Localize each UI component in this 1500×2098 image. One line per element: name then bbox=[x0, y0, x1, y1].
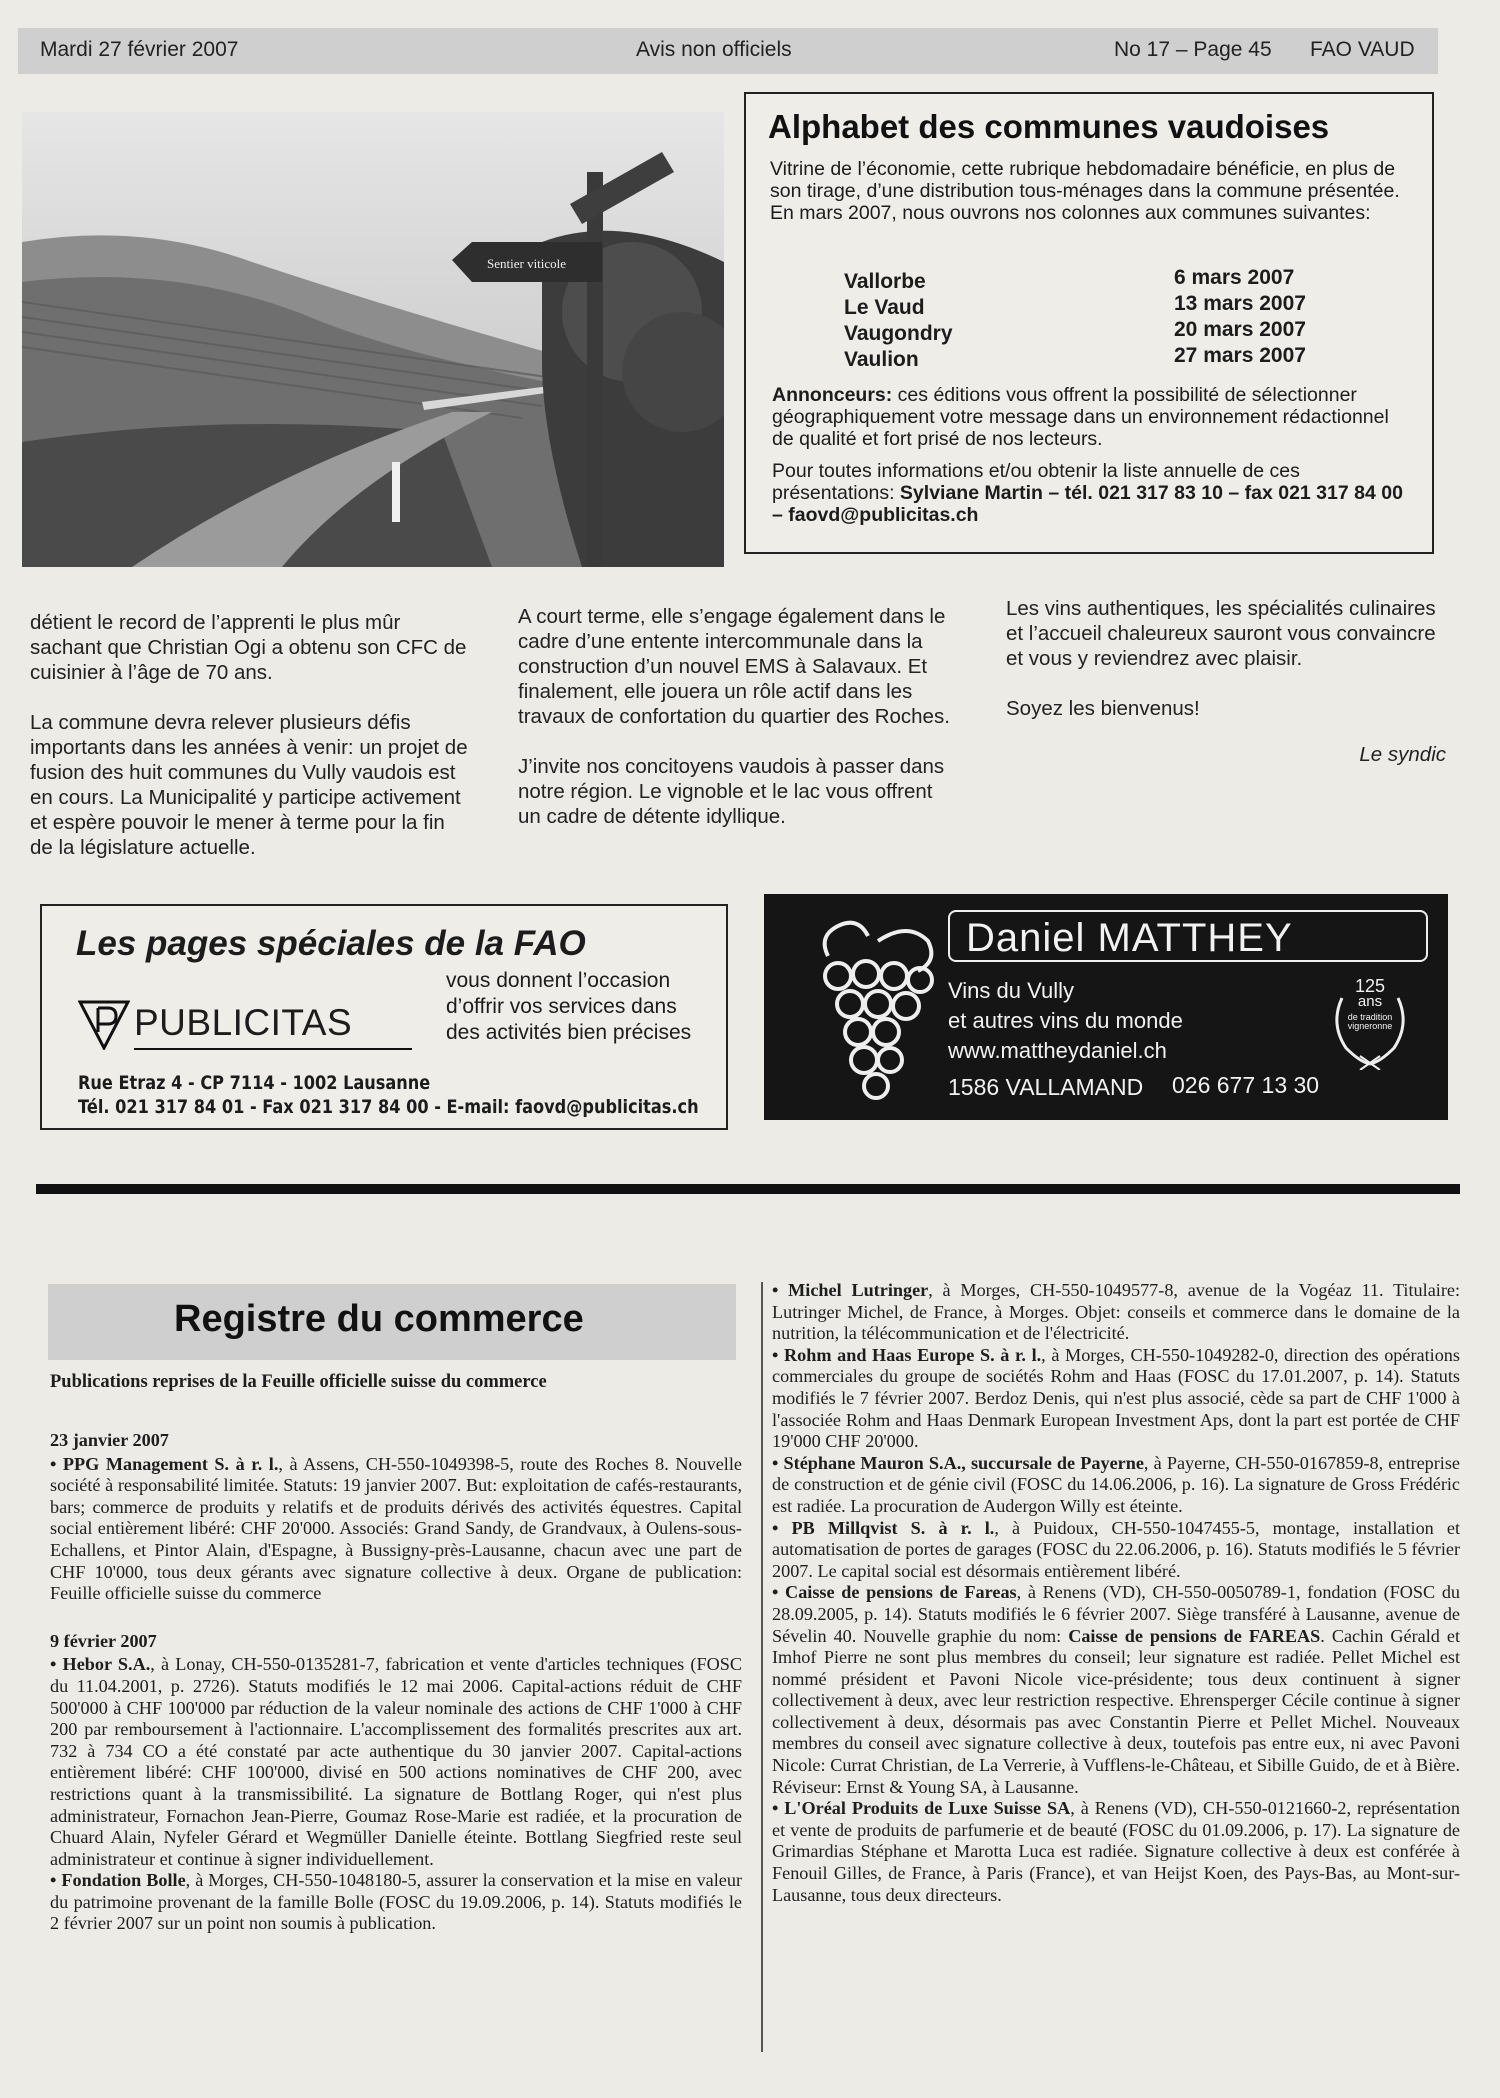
entry-name: • L'Oréal Produits de Luxe Suisse SA bbox=[772, 1798, 1071, 1819]
entry-text: , à Renens (VD), CH-550-0121660-2, représentation et vente de produits de parfumerie et de beauté (FOSC du 01.09.2006, p. 17). La signature de Grimardias Stéphane et Marotta Luca est radiée. Signature collective à deux est conférée à Fenouil Gilles, de France, à Paris (France), et van Heijst Koen, des Pays-Bas, au Mont-sur-Lausanne, tous deux directeurs. bbox=[772, 1798, 1460, 1905]
advertisers-label: Annonceurs: bbox=[772, 384, 893, 406]
vineyard-photo bbox=[22, 112, 724, 567]
article-column-3 bbox=[1006, 596, 1446, 792]
advertisers-paragraph bbox=[772, 384, 1412, 450]
fao-ad-address: Rue Etraz 4 - CP 7114 - 1002 Lausanne bbox=[78, 1072, 431, 1094]
matthey-wine-ad bbox=[764, 894, 1448, 1120]
entry-bold: Caisse de pensions de FAREAS bbox=[1068, 1625, 1321, 1646]
publicitas-logo-icon bbox=[78, 998, 130, 1050]
matthey-name: Daniel MATTHEY bbox=[966, 916, 1293, 960]
entry-text: , à Assens, CH-550-1049398-5, route des Roches 8. Nouvelle société à responsabilité limitée. Statuts: 19 janvier 2007. But: exploitation de cafés-restaurants, bars; commerce de produits y relatifs et de produits dérivés des activités équestres. Capital social entièrement libéré: CHF 20'000. Associés: Grand Sandy, de Grandvaux, à Oulens-sous-Echallens, et Pintor Alain, d'Espagne, à Bussigny-près-Lausanne, chacun avec une part de CHF 10'000, tous deux gérants avec signature collective à deux. Organe de publication: Feuille officielle suisse du commerce bbox=[50, 1453, 742, 1604]
fao-ad-title: Les pages spéciales de la FAO bbox=[76, 924, 586, 963]
badge-number: 125 bbox=[1354, 976, 1386, 996]
matthey-line2: et autres vins du monde bbox=[948, 1008, 1183, 1033]
entry-name: • Stéphane Mauron S.A., succursale de Payerne bbox=[772, 1452, 1144, 1473]
schedule-date: 6 mars 2007 bbox=[1174, 266, 1295, 289]
matthey-phone: 026 677 13 30 bbox=[1172, 1072, 1320, 1098]
registre-title: Registre du commerce bbox=[174, 1298, 584, 1340]
entry-text: , à Lonay, CH-550-0135281-7, fabrication et vente d'articles techniques (FOSC du 11.04.2001, p. 2726). Statuts modifiés le 12 mai 2006. Capital-actions réduit de CHF 500'000 à CHF 100'000 par réduction de la valeur nominale des actions de CHF 1'000 à CHF 200 par remboursement à l'actionnaire. L'accomplissement des formalités prescrites aux art. 732 à 734 CO a été constaté par acte authentique du 30 janvier 2007. Capital-actions entièrement libéré: CHF 100'000, divisé en 500 actions nominatives de CHF 200, avec restrictions quant à la transmissibilité. La signature de Bottlang Roger, qui n'est plus administrateur, Fornachon Jean-Pierre, Goumaz Rose-Marie est radiée, et la procuration de Chuard Alain, Nyfeler Gérard et Wegmüller Danielle éteinte. Bottlang Siegfried reste seul administrateur et continue à signer individuellement. bbox=[50, 1654, 742, 1869]
schedule-commune: Le Vaud bbox=[844, 296, 925, 319]
tradition-badge bbox=[1324, 972, 1416, 1072]
header-section: Avis non officiels bbox=[636, 38, 792, 61]
sign-text: Sentier viticole bbox=[487, 256, 567, 271]
schedule-commune: Vallorbe bbox=[844, 270, 926, 293]
registre-entry bbox=[772, 1518, 1460, 1583]
article-paragraph: Les vins authentiques, les spécialités culinaires et l’accueil chaleureux sauront vous convaincre et vous y reviendrez avec plaisir. bbox=[1006, 597, 1436, 670]
alphabet-box bbox=[744, 92, 1434, 554]
fao-special-pages-ad bbox=[40, 904, 728, 1130]
schedule-date: 20 mars 2007 bbox=[1174, 318, 1306, 341]
alphabet-intro: Vitrine de l’économie, cette rubrique hebdomadaire bénéficie, en plus de son tirage, d’une distribution tous-ménages dans la commune présentée. En mars 2007, nous ouvrons nos colonnes aux communes suivantes: bbox=[770, 158, 1400, 224]
entry-name: • Fondation Bolle bbox=[50, 1870, 186, 1891]
registre-entry bbox=[772, 1453, 1460, 1518]
entry-text: , à Renens (VD), CH-550-0050789-1, fondation (FOSC du 28.09.2005, p. 14). Statuts modifiés le 6 février 2007. Siège transféré à Lausanne, avenue de Sévelin 40. Nouvelle graphie du nom: bbox=[772, 1582, 1461, 1646]
registre-entry bbox=[772, 1798, 1460, 1906]
entry-text: . Cachin Gérald et Imhof Pierre ne sont plus membres du conseil; leur signature est radiée. Pellet Michel est nommé président et Pavoni Nicole vice-présidente; tous deux continuent à signer collectivement à deux, avec leur restriction respective. Ehrensperger Cécile continue à signer collectivement à deux, désormais pas avec Constantin Pierre et Pellet Michel. Nouveaux membres du conseil avec signature collective à deux, toutefois pas entre eux, ni avec Pavoni Nicole: Currat Christian, de La Verrerie, à Vufflens-le-Château, et Sibille Guido, de et à Bière. Réviseur: Ernst & Young SA, à Lausanne. bbox=[772, 1625, 1461, 1797]
article-paragraph: J’invite nos concitoyens vaudois à passer dans notre région. Le vignoble et le lac vous offrent un cadre de détente idyllique. bbox=[518, 755, 945, 828]
column-separator bbox=[761, 1282, 763, 2052]
registre-entry bbox=[50, 1870, 742, 1935]
schedule-date: 13 mars 2007 bbox=[1174, 292, 1306, 315]
header-brand: FAO VAUD bbox=[1310, 38, 1415, 61]
schedule-date: 27 mars 2007 bbox=[1174, 344, 1306, 367]
entry-name: • Rohm and Haas Europe S. à r. l. bbox=[772, 1344, 1042, 1365]
registre-date: 23 janvier 2007 bbox=[50, 1430, 169, 1450]
registre-entry bbox=[772, 1280, 1460, 1345]
page-header bbox=[18, 28, 1438, 74]
contact-text: Pour toutes informations et/ou obtenir la liste annuelle de ces présentations: bbox=[772, 460, 1300, 504]
article-signature: Le syndic bbox=[1359, 743, 1446, 766]
publicitas-brand: PUBLICITAS bbox=[134, 1002, 412, 1050]
entry-name: • PPG Management S. à r. l. bbox=[50, 1453, 279, 1474]
matthey-url: www.mattheydaniel.ch bbox=[948, 1038, 1167, 1063]
article-paragraph: La commune devra relever plusieurs défis importants dans les années à venir: un projet de fusion des huit communes du Vully vaudois est en cours. La Municipalité y participe activement et espère pouvoir le mener à terme pour la fin de la législature actuelle. bbox=[30, 711, 468, 859]
entry-text: , à Puidoux, CH-550-1047455-5, montage, installation et automatisation de portes de garages (FOSC du 22.06.2006, p. 16). Statuts modifiés le 5 février 2007. Le capital social est désormais entièrement libéré. bbox=[772, 1517, 1461, 1581]
entry-name: • PB Millqvist S. à r. l. bbox=[772, 1517, 995, 1538]
fao-ad-contact: Tél. 021 317 84 01 - Fax 021 317 84 00 - E-mail: faovd@publicitas.ch bbox=[78, 1096, 699, 1118]
registre-subtitle: Publications reprises de la Feuille officielle suisse du commerce bbox=[50, 1372, 547, 1392]
article-paragraph: détient le record de l’apprenti le plus mûr sachant que Christian Ogi a obtenu son CFC de cuisinier à l’âge de 70 ans. bbox=[30, 611, 467, 684]
registre-entry bbox=[50, 1654, 742, 1870]
entry-text: , à Morges, CH-550-1049282-0, direction des opérations commerciales du groupe de sociétés Rohm and Haas (FOSC du 17.01.2007, p. 14). Statuts modifiés le 7 février 2007. Berdoz Denis, qui n'est plus associé, cède sa part de CHF 1'000 à l'associée Rohm and Haas Denmark European Investment Aps, dont la part est portée de CHF 19'000 CHF 20'000. bbox=[772, 1344, 1460, 1452]
matthey-address: 1586 VALLAMAND bbox=[948, 1074, 1144, 1100]
entry-name: • Caisse de pensions de Fareas bbox=[772, 1582, 1017, 1603]
registre-entry bbox=[772, 1582, 1460, 1798]
section-divider bbox=[36, 1184, 1460, 1194]
badge-text: vigneronne bbox=[1347, 1021, 1393, 1031]
article-column-2 bbox=[518, 604, 958, 854]
registre-date: 9 février 2007 bbox=[50, 1630, 157, 1651]
entry-text: , à Payerne, CH-550-0167859-8, entreprise de construction et de génie civil (FOSC du 14.06.2006, p. 16). La signature de Gross Frédéric est radiée. La procuration de Audergon Willy est éteinte. bbox=[772, 1452, 1460, 1516]
registre-column-left bbox=[50, 1412, 742, 1935]
contact-paragraph bbox=[772, 460, 1412, 526]
registre-entry bbox=[50, 1454, 742, 1605]
article-column-1 bbox=[30, 610, 470, 885]
matthey-line1: Vins du Vully bbox=[948, 978, 1074, 1003]
entry-text: , à Morges, CH-550-1048180-5, assurer la conservation et la mise en valeur du patrimoine provenant de la famille Bolle (FOSC du 19.09.2006, p. 14). Statuts modifiés le 2 février 2007 sur un point non soumis à publication. bbox=[50, 1870, 743, 1934]
entry-name: • Hebor S.A. bbox=[50, 1654, 151, 1675]
alphabet-title: Alphabet des communes vaudoises bbox=[768, 108, 1330, 145]
header-date: Mardi 27 février 2007 bbox=[40, 38, 239, 61]
registre-column-right bbox=[772, 1280, 1460, 1906]
advertisers-text: ces éditions vous offrent la possibilité de sélectionner géographiquement votre message dans un environnement rédactionnel de qualité et fort prisé de nos lecteurs. bbox=[772, 384, 1389, 450]
vineyard-illustration bbox=[22, 112, 724, 567]
header-page: No 17 – Page 45 bbox=[1114, 38, 1272, 61]
registre-entry bbox=[772, 1345, 1460, 1453]
fao-ad-text: vous donnent l’occasion d’offrir vos services dans des activités bien précises bbox=[446, 969, 692, 1044]
grape-icon bbox=[798, 916, 948, 1106]
entry-name: • Michel Lutringer bbox=[772, 1280, 929, 1300]
registre-title-bar bbox=[48, 1284, 736, 1360]
schedule-commune: Vaugondry bbox=[844, 322, 953, 345]
badge-text: de tradition bbox=[1347, 1012, 1393, 1022]
schedule-commune: Vaulion bbox=[844, 348, 919, 371]
entry-text: , à Morges, CH-550-1049577-8, avenue de la Vogéaz 11. Titulaire: Lutringer Michel, de France, à Morges. Objet: conseils et commerce dans le domaine de la nutrition, la télécommunication et de l'électricité. bbox=[772, 1280, 1460, 1344]
article-paragraph: Soyez les bienvenus! bbox=[1006, 697, 1200, 720]
contact-bold: Sylviane Martin – tél. 021 317 83 10 – fax 021 317 84 00 – faovd@publicitas.ch bbox=[772, 482, 1403, 526]
matthey-name-frame bbox=[948, 910, 1428, 962]
badge-unit: ans bbox=[1357, 993, 1383, 1010]
article-paragraph: A court terme, elle s’engage également dans le cadre d’une entente intercommunale dans la construction d’un nouvel EMS à Salavaux. Et finalement, elle jouera un rôle actif dans les travaux de confortation du quartier des Roches. bbox=[518, 605, 950, 728]
